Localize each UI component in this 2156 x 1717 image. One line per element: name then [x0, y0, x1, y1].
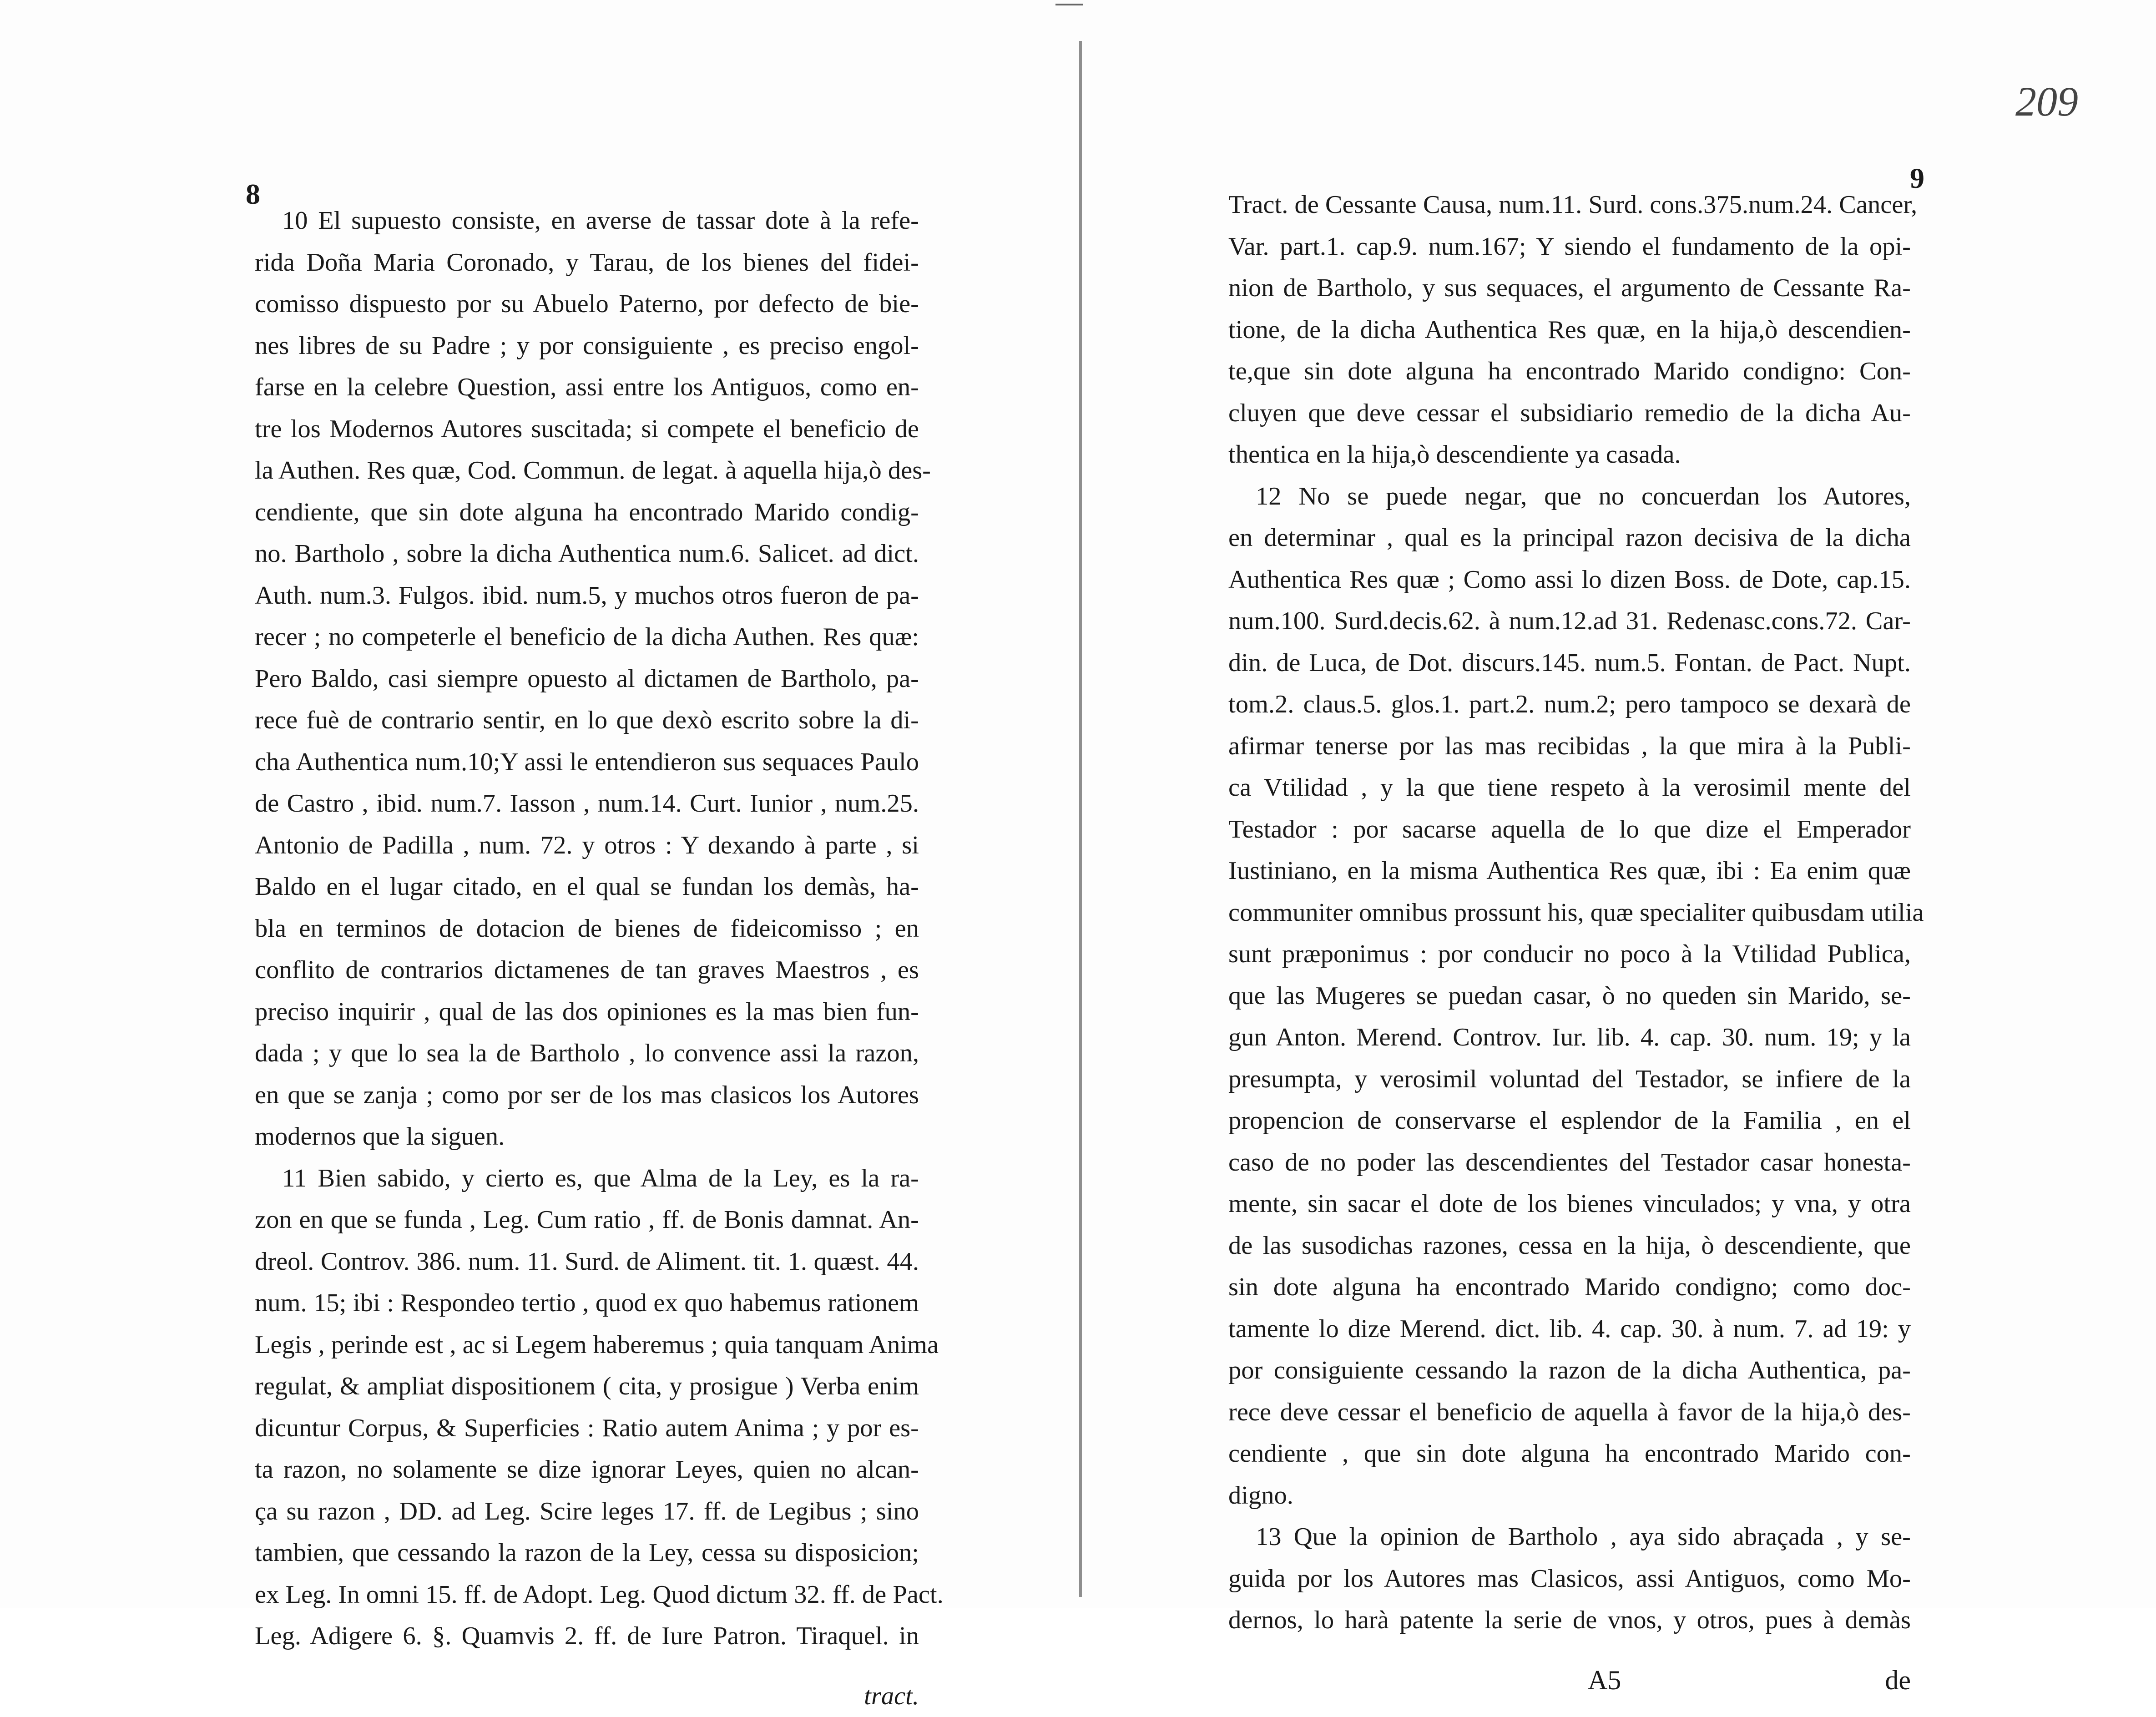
text-line: modernos que la siguen. [255, 1116, 919, 1158]
text-line: rece fuè de contrario sentir, en lo que dexò escrito sobre la di- [255, 700, 919, 742]
text-line: Testador : por sacarse aquella de lo que dize el Emperador [1228, 809, 1911, 851]
left-page-number: 8 [246, 177, 260, 211]
text-line: preciso inquirir , qual de las dos opiniones es la mas bien fun- [255, 991, 919, 1033]
text-line: te,que sin dote alguna ha encontrado Marido condigno: Con- [1228, 351, 1911, 393]
right-page-number: 9 [1910, 162, 1924, 195]
text-line: Leg. Adigere 6. §. Quamvis 2. ff. de Iure Patron. Tiraquel. in [255, 1616, 919, 1657]
left-page-text [255, 182, 919, 1657]
text-line: Tract. de Cessante Causa, num.11. Surd. cons.375.num.24. Cancer, [1228, 184, 1911, 226]
text-line: tamente lo dize Merend. dict. lib. 4. cap. 30. à num. 7. ad 19: y [1228, 1308, 1911, 1350]
text-line: la Authen. Res quæ, Cod. Commun. de legat. à aquella hija,ò des- [255, 450, 919, 492]
text-line: ca Vtilidad , y la que tiene respeto à la verosimil mente del [1228, 767, 1911, 809]
text-line: 11 Bien sabido, y cierto es, que Alma de la Ley, es la ra- [255, 1158, 919, 1200]
right-page-footer [1228, 1641, 1911, 1702]
text-line: tre los Modernos Autores suscitada; si compete el beneficio de [255, 409, 919, 450]
text-line: dada ; y que lo sea la de Bartholo , lo convence assi la razon, [255, 1033, 919, 1075]
text-line: cendiente, que sin dote alguna ha encontrado Marido condig- [255, 492, 919, 534]
text-line: que las Mugeres se puedan casar, ò no queden sin Marido, se- [1228, 975, 1911, 1017]
text-line: presumpta, y verosimil voluntad del Testador, se infiere de la [1228, 1059, 1911, 1101]
text-line: ta razon, no solamente se dize ignorar Leyes, quien no alcan- [255, 1449, 919, 1491]
text-line: Pero Baldo, casi siempre opuesto al dictamen de Bartholo, pa- [255, 658, 919, 700]
right-page [1228, 166, 1911, 1702]
text-line: Authentica Res quæ ; Como assi lo dizen Boss. de Dote, cap.15. [1228, 559, 1911, 601]
text-line: farse en la celebre Question, assi entre los Antiguos, como en- [255, 367, 919, 409]
text-line: comisso dispuesto por su Abuelo Paterno, por defecto de bie- [255, 283, 919, 325]
text-line: caso de no poder las descendientes del Testador casar honesta- [1228, 1142, 1911, 1184]
signature-mark: A5 [1588, 1660, 1621, 1702]
right-catchword: de [1885, 1660, 1911, 1702]
text-line: por consiguiente cessando la razon de la dicha Authentica, pa- [1228, 1350, 1911, 1392]
text-line: bla en terminos de dotacion de bienes de fideicomisso ; en [255, 908, 919, 950]
text-line: thentica en la hija,ò descendiente ya casada. [1228, 434, 1911, 476]
text-line: tom.2. claus.5. glos.1. part.2. num.2; pero tampoco se dexarà de [1228, 684, 1911, 726]
left-page [255, 182, 919, 1717]
text-line: cha Authentica num.10;Y assi le entendieron sus sequaces Paulo [255, 742, 919, 783]
text-line: ex Leg. In omni 15. ff. de Adopt. Leg. Quod dictum 32. ff. de Pact. [255, 1574, 919, 1616]
text-line: propencion de conservarse el esplendor de la Familia , en el [1228, 1100, 1911, 1142]
text-line: cluyen que deve cessar el subsidiario remedio de la dicha Au- [1228, 393, 1911, 434]
text-line: nes libres de su Padre ; y por consiguiente , es preciso engol- [255, 325, 919, 367]
text-line: dreol. Controv. 386. num. 11. Surd. de Aliment. tit. 1. quæst. 44. [255, 1241, 919, 1283]
text-line: dicuntur Corpus, & Superficies : Ratio autem Anima ; y por es- [255, 1408, 919, 1449]
text-line: en que se zanja ; como por ser de los mas clasicos los Autores [255, 1075, 919, 1116]
text-line: gun Anton. Merend. Controv. Iur. lib. 4. cap. 30. num. 19; y la [1228, 1017, 1911, 1059]
text-line: no. Bartholo , sobre la dicha Authentica num.6. Salicet. ad dict. [255, 533, 919, 575]
text-line: tione, de la dicha Authentica Res quæ, en la hija,ò descendien- [1228, 309, 1911, 351]
text-line: sin dote alguna ha encontrado Marido condigno; como doc- [1228, 1267, 1911, 1308]
text-line: 13 Que la opinion de Bartholo , aya sido abraçada , y se- [1228, 1516, 1911, 1558]
text-line: ça su razon , DD. ad Leg. Scire leges 17. ff. de Legibus ; sino [255, 1491, 919, 1533]
text-line: Iustiniano, en la misma Authentica Res quæ, ibi : Ea enim quæ [1228, 850, 1911, 892]
left-catchword: tract. [255, 1657, 919, 1717]
text-line: dernos, lo harà patente la serie de vnos, y otros, pues à demàs [1228, 1600, 1911, 1641]
text-line: sunt præponimus : por conducir no poco à la Vtilidad Publica, [1228, 934, 1911, 975]
text-line: Antonio de Padilla , num. 72. y otros : Y dexando à parte , si [255, 825, 919, 867]
book-gutter [1079, 41, 1082, 1597]
text-line: mente, sin sacar el dote de los bienes vinculados; y vna, y otra [1228, 1183, 1911, 1225]
text-line: communiter omnibus prossunt his, quæ specialiter quibusdam utilia [1228, 892, 1911, 934]
top-edge-mark [1055, 4, 1083, 5]
text-line: rida Doña Maria Coronado, y Tarau, de los bienes del fidei- [255, 242, 919, 284]
text-line: Baldo en el lugar citado, en el qual se fundan los demàs, ha- [255, 866, 919, 908]
text-line: num. 15; ibi : Respondeo tertio , quod ex quo habemus rationem [255, 1283, 919, 1324]
text-line: de las susodichas razones, cessa en la hija, ò descendiente, que [1228, 1225, 1911, 1267]
text-line: nion de Bartholo, y sus sequaces, el argumento de Cessante Ra- [1228, 268, 1911, 309]
text-line: Legis , perinde est , ac si Legem haberemus ; quia tanquam Anima [255, 1324, 919, 1366]
text-line: digno. [1228, 1475, 1911, 1517]
right-page-text [1228, 166, 1911, 1641]
text-line: zon en que se funda , Leg. Cum ratio , ff. de Bonis damnat. An- [255, 1199, 919, 1241]
text-line: num.100. Surd.decis.62. à num.12.ad 31. Redenasc.cons.72. Car- [1228, 601, 1911, 642]
text-line: conflito de contrarios dictamenes de tan graves Maestros , es [255, 949, 919, 991]
text-line: recer ; no competerle el beneficio de la dicha Authen. Res quæ: [255, 616, 919, 658]
text-line: afirmar tenerse por las mas recibidas , la que mira à la Publi- [1228, 726, 1911, 768]
text-line: regulat, & ampliat dispositionem ( cita, y prosigue ) Verba enim [255, 1366, 919, 1408]
text-line: 10 El supuesto consiste, en averse de tassar dote à la refe- [255, 200, 919, 242]
text-line: 12 No se puede negar, que no concuerdan los Autores, [1228, 476, 1911, 518]
text-line: Auth. num.3. Fulgos. ibid. num.5, y muchos otros fueron de pa- [255, 575, 919, 617]
text-line: en determinar , qual es la principal razon decisiva de la dicha [1228, 517, 1911, 559]
text-line: din. de Luca, de Dot. discurs.145. num.5. Fontan. de Pact. Nupt. [1228, 642, 1911, 684]
handwritten-folio-number: 209 [2015, 77, 2078, 126]
text-line: tambien, que cessando la razon de la Ley, cessa su disposicion; [255, 1532, 919, 1574]
text-line: cendiente , que sin dote alguna ha encontrado Marido con- [1228, 1433, 1911, 1475]
text-line: rece deve cessar el beneficio de aquella à favor de la hija,ò des- [1228, 1392, 1911, 1434]
text-line: guida por los Autores mas Clasicos, assi Antiguos, como Mo- [1228, 1558, 1911, 1600]
text-line: Var. part.1. cap.9. num.167; Y siendo el fundamento de la opi- [1228, 226, 1911, 268]
text-line: de Castro , ibid. num.7. Iasson , num.14. Curt. Iunior , num.25. [255, 783, 919, 825]
